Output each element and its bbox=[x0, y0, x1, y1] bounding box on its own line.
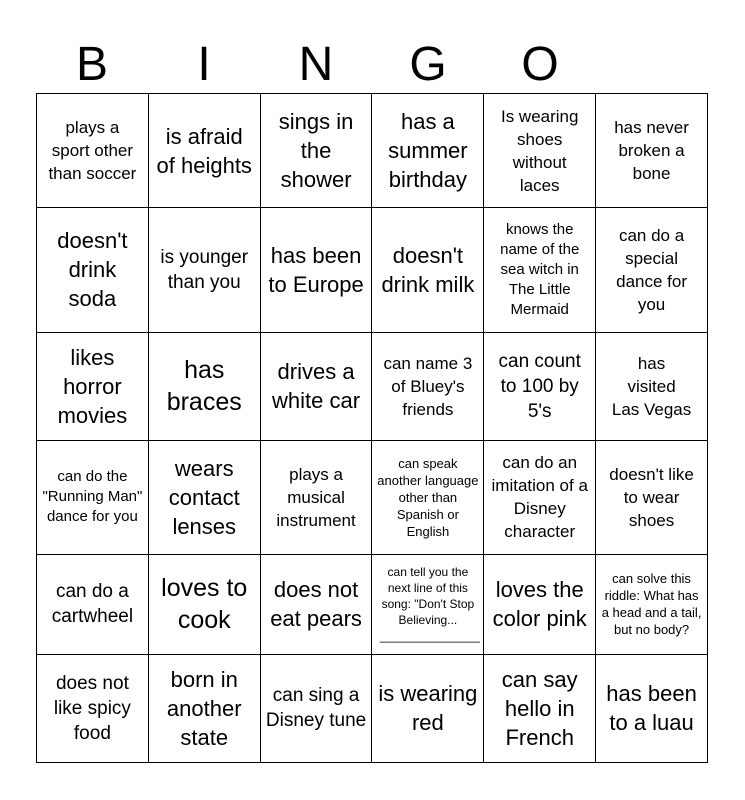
bingo-title bbox=[36, 36, 708, 94]
title-letter-n: N bbox=[298, 38, 334, 91]
bingo-cell[interactable] bbox=[484, 555, 596, 655]
bingo-card-grid bbox=[36, 93, 708, 763]
title-letter-g: G bbox=[409, 38, 447, 91]
bingo-cell-text: can say hello in French bbox=[501, 666, 578, 750]
bingo-cell-text: can name 3 of Bluey's friends bbox=[383, 353, 473, 419]
bingo-cell[interactable] bbox=[260, 654, 372, 762]
bingo-cell[interactable] bbox=[37, 654, 149, 762]
bingo-cell[interactable] bbox=[148, 440, 260, 554]
bingo-cell-text: can sing a Disney tune bbox=[265, 685, 367, 732]
bingo-cell-text: can tell you the next line of this song: "Don't Stop Believing... _______________ bbox=[379, 565, 480, 644]
title-letter-o: O bbox=[521, 38, 559, 91]
bingo-cell[interactable] bbox=[37, 94, 149, 208]
bingo-cell-text: is wearing red bbox=[378, 681, 478, 736]
bingo-cell-text: does not eat pears bbox=[270, 577, 362, 632]
bingo-cell-text: has a summer birthday bbox=[388, 109, 468, 193]
bingo-cell-text: can do an imitation of a Disney character bbox=[491, 453, 588, 542]
bingo-cell[interactable] bbox=[484, 654, 596, 762]
bingo-cell[interactable] bbox=[484, 208, 596, 332]
bingo-cell[interactable] bbox=[260, 208, 372, 332]
bingo-cell[interactable] bbox=[148, 94, 260, 208]
bingo-cell-text: Is wearing shoes without laces bbox=[500, 106, 579, 195]
bingo-cell-text: likes horror movies bbox=[57, 344, 128, 428]
bingo-cell-text: loves the color pink bbox=[492, 577, 587, 632]
bingo-row bbox=[37, 208, 708, 332]
bingo-cell[interactable] bbox=[148, 208, 260, 332]
bingo-row bbox=[37, 94, 708, 208]
bingo-cell[interactable] bbox=[484, 440, 596, 554]
bingo-cell-text: plays a musical instrument bbox=[276, 464, 356, 530]
bingo-cell-text: is afraid of heights bbox=[156, 123, 252, 178]
bingo-cell[interactable] bbox=[37, 555, 149, 655]
bingo-cell[interactable] bbox=[596, 440, 708, 554]
bingo-cell-text: can solve this riddle: What has a head and a tail, but no body? bbox=[601, 571, 702, 638]
bingo-cell[interactable] bbox=[372, 440, 484, 554]
bingo-cell[interactable] bbox=[596, 654, 708, 762]
bingo-cell[interactable] bbox=[260, 94, 372, 208]
bingo-cell[interactable] bbox=[37, 332, 149, 440]
bingo-cell-text: born in another state bbox=[166, 666, 242, 750]
bingo-cell[interactable] bbox=[372, 208, 484, 332]
bingo-row bbox=[37, 332, 708, 440]
bingo-cell[interactable] bbox=[596, 94, 708, 208]
bingo-cell-text: drives a white car bbox=[272, 359, 361, 414]
bingo-row bbox=[37, 555, 708, 655]
bingo-cell[interactable] bbox=[372, 555, 484, 655]
bingo-cell[interactable] bbox=[372, 94, 484, 208]
bingo-cell-text: can count to 100 by 5's bbox=[498, 350, 581, 422]
bingo-cell-text: has never broken a bone bbox=[614, 118, 689, 184]
bingo-cell-text: can do a special dance for you bbox=[616, 225, 687, 314]
bingo-cell-text: does not like spicy food bbox=[53, 672, 131, 744]
bingo-cell[interactable] bbox=[260, 555, 372, 655]
bingo-cell[interactable] bbox=[372, 332, 484, 440]
bingo-cell-text: plays a sport other than soccer bbox=[48, 118, 137, 184]
bingo-cell[interactable] bbox=[148, 555, 260, 655]
bingo-cell-text: can do a cartwheel bbox=[51, 581, 134, 628]
bingo-cell-text: loves to cook bbox=[161, 574, 248, 635]
bingo-cell[interactable] bbox=[596, 208, 708, 332]
bingo-cell[interactable] bbox=[260, 440, 372, 554]
bingo-cell-text: has braces bbox=[166, 356, 242, 417]
bingo-cell[interactable] bbox=[484, 94, 596, 208]
bingo-cell-text: knows the name of the sea witch in The Little Mermaid bbox=[500, 220, 580, 318]
bingo-cell[interactable] bbox=[37, 208, 149, 332]
bingo-cell-text: doesn't drink soda bbox=[57, 228, 128, 312]
bingo-cell-text: has been to Europe bbox=[268, 242, 364, 297]
bingo-cell[interactable] bbox=[148, 654, 260, 762]
bingo-cell[interactable] bbox=[484, 332, 596, 440]
bingo-cell-text: is younger than you bbox=[160, 246, 249, 293]
bingo-cell-text: doesn't like to wear shoes bbox=[609, 464, 694, 530]
bingo-cell-text: has visited Las Vegas bbox=[611, 353, 692, 419]
bingo-cell[interactable] bbox=[260, 332, 372, 440]
bingo-cell-text: sings in the shower bbox=[278, 109, 354, 193]
bingo-cell-text: has been to a luau bbox=[606, 681, 697, 736]
title-letter-i: I bbox=[197, 38, 211, 91]
bingo-row bbox=[37, 654, 708, 762]
bingo-cell[interactable] bbox=[596, 332, 708, 440]
bingo-cell-text: doesn't drink milk bbox=[381, 242, 475, 297]
bingo-cell[interactable] bbox=[596, 555, 708, 655]
bingo-cell-text: can speak another language other than Spanish or English bbox=[377, 455, 479, 539]
bingo-cell[interactable] bbox=[148, 332, 260, 440]
bingo-cell-text: can do the "Running Man" dance for you bbox=[42, 468, 143, 526]
bingo-cell-text: wears contact lenses bbox=[168, 455, 240, 539]
bingo-cell[interactable] bbox=[372, 654, 484, 762]
bingo-row bbox=[37, 440, 708, 554]
bingo-cell[interactable] bbox=[37, 440, 149, 554]
title-letter-b: B bbox=[75, 38, 108, 91]
